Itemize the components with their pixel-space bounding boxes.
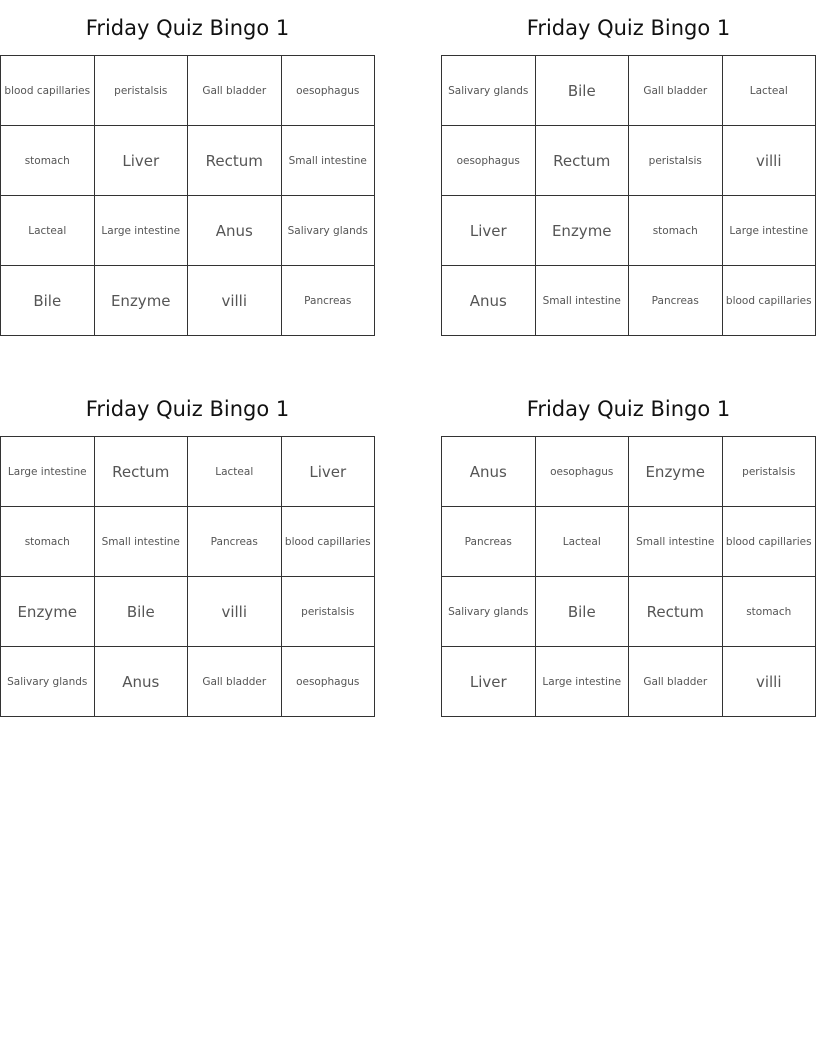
bingo-cell: Anus: [442, 266, 536, 336]
bingo-cell: Bile: [536, 577, 630, 647]
bingo-cell: oesophagus: [282, 647, 376, 717]
bingo-cell: Rectum: [536, 126, 630, 196]
bingo-cell: Anus: [442, 437, 536, 507]
bingo-cell: Salivary glands: [442, 577, 536, 647]
bingo-grid: [0, 436, 375, 717]
bingo-grid: [0, 55, 375, 336]
bingo-cell: Small intestine: [282, 126, 376, 196]
bingo-cell: Small intestine: [629, 507, 723, 577]
bingo-cell: peristalsis: [723, 437, 816, 507]
bingo-cell: peristalsis: [282, 577, 376, 647]
bingo-cell: villi: [188, 266, 282, 336]
bingo-cell: stomach: [723, 577, 816, 647]
bingo-cell: Liver: [95, 126, 189, 196]
card-title: Friday Quiz Bingo 1: [526, 16, 731, 40]
bingo-cell: peristalsis: [95, 56, 189, 126]
bingo-cell: Large intestine: [95, 196, 189, 266]
bingo-cell: blood capillaries: [723, 266, 816, 336]
bingo-cell: villi: [723, 126, 816, 196]
bingo-cell: villi: [188, 577, 282, 647]
bingo-cell: Gall bladder: [188, 647, 282, 717]
bingo-cell: Rectum: [629, 577, 723, 647]
bingo-cell: oesophagus: [282, 56, 376, 126]
bingo-cell: Enzyme: [1, 577, 95, 647]
bingo-cell: stomach: [1, 126, 95, 196]
bingo-card-4: [441, 381, 816, 717]
bingo-cell: Small intestine: [536, 266, 630, 336]
bingo-cell: villi: [723, 647, 816, 717]
bingo-cell: Rectum: [188, 126, 282, 196]
bingo-cell: Rectum: [95, 437, 189, 507]
card-title: Friday Quiz Bingo 1: [85, 397, 290, 421]
bingo-cell: Anus: [95, 647, 189, 717]
bingo-cell: blood capillaries: [282, 507, 376, 577]
bingo-cell: Lacteal: [188, 437, 282, 507]
bingo-cell: Salivary glands: [1, 647, 95, 717]
bingo-cell: Liver: [282, 437, 376, 507]
bingo-cell: Pancreas: [282, 266, 376, 336]
bingo-cell: Liver: [442, 647, 536, 717]
bingo-cell: Small intestine: [95, 507, 189, 577]
bingo-grid: [441, 55, 816, 336]
bingo-cell: oesophagus: [536, 437, 630, 507]
card-title: Friday Quiz Bingo 1: [526, 397, 731, 421]
bingo-cell: Pancreas: [629, 266, 723, 336]
bingo-cell: stomach: [1, 507, 95, 577]
bingo-cell: Pancreas: [188, 507, 282, 577]
bingo-cell: Bile: [95, 577, 189, 647]
bingo-cell: stomach: [629, 196, 723, 266]
bingo-cell: Liver: [442, 196, 536, 266]
bingo-cell: Salivary glands: [442, 56, 536, 126]
bingo-cell: Enzyme: [629, 437, 723, 507]
bingo-card-3: [0, 381, 375, 717]
bingo-cell: Gall bladder: [188, 56, 282, 126]
bingo-cell: Lacteal: [1, 196, 95, 266]
bingo-cell: Lacteal: [723, 56, 816, 126]
bingo-grid: [441, 436, 816, 717]
bingo-cell: oesophagus: [442, 126, 536, 196]
bingo-cell: Lacteal: [536, 507, 630, 577]
bingo-cell: Salivary glands: [282, 196, 376, 266]
bingo-cell: peristalsis: [629, 126, 723, 196]
bingo-cell: blood capillaries: [1, 56, 95, 126]
bingo-cell: Gall bladder: [629, 647, 723, 717]
bingo-cell: Bile: [1, 266, 95, 336]
bingo-card-1: [0, 0, 375, 336]
bingo-cell: Large intestine: [536, 647, 630, 717]
bingo-card-2: [441, 0, 816, 336]
bingo-cell: Anus: [188, 196, 282, 266]
bingo-cell: Enzyme: [95, 266, 189, 336]
bingo-cell: Bile: [536, 56, 630, 126]
bingo-cell: blood capillaries: [723, 507, 816, 577]
bingo-cell: Enzyme: [536, 196, 630, 266]
bingo-cell: Large intestine: [1, 437, 95, 507]
bingo-cell: Gall bladder: [629, 56, 723, 126]
bingo-cell: Large intestine: [723, 196, 816, 266]
bingo-cell: Pancreas: [442, 507, 536, 577]
card-title: Friday Quiz Bingo 1: [85, 16, 290, 40]
